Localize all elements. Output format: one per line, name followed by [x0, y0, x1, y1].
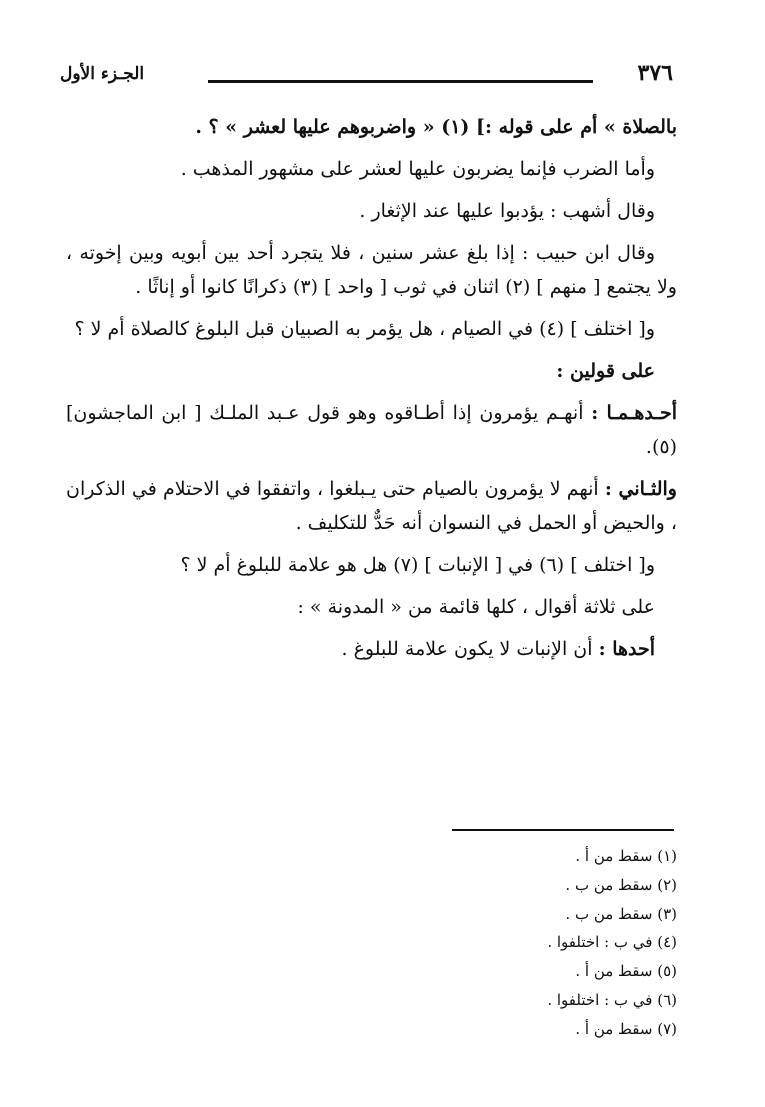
footnotes [377, 842, 677, 1044]
part-title: الجـزء الأول [60, 64, 145, 84]
paragraph-7-text: أنهـم يؤمرون إذا أطـاقوه وهو قول عـبد الملـك [ ابن الماجشون](٥). [66, 402, 677, 458]
footnote-4: (٤) في ب : اختلفوا . [547, 933, 677, 952]
header-rule [208, 80, 593, 83]
paragraph-10: على ثلاثة أقوال ، كلها قائمة من « المدونة » : [297, 596, 655, 618]
paragraph-11-lead: أحدها : [598, 638, 655, 660]
footnote-5: (٥) سقط من أ . [575, 962, 677, 981]
page-header [60, 60, 705, 96]
footnote-3: (٣) سقط من ب . [565, 904, 677, 923]
paragraph-8-text: أنهم لا يؤمرون بالصيام حتى يـبلغوا ، واتفقوا في الاحتلام في الذكران ، والحيض أو الحمل في النسوان أنه حَدٌّ للتكليف . [66, 478, 677, 534]
paragraph-7 [66, 396, 677, 464]
paragraph-11-text: أن الإنبات لا يكون علامة للبلوغ . [341, 638, 593, 660]
footnote-1: (١) سقط من أ . [575, 847, 677, 865]
paragraph-4: وقال ابن حبيب : إذا بلغ عشر سنين ، فلا يتجرد أحد بين أبويه وبين إخوته ، ولا يجتمع [ منهم ] (٢) اثنان في ثوب [ واحد ] (٣) ذكرانًا كانوا أو إناثًا . [66, 242, 677, 298]
footnote-rule [452, 829, 674, 831]
footnote-6: (٦) في ب : اختلفوا . [547, 990, 677, 1009]
paragraph-1: بالصلاة » أم على قوله :] (١) « واضربوهم عليها لعشر » ؟ . [195, 116, 677, 138]
footnote-2: (٢) سقط من ب . [565, 875, 677, 894]
paragraph-3: وقال أشهب : يؤدبوا عليها عند الإثغار . [359, 200, 655, 222]
paragraph-6: على قولين : [556, 360, 655, 382]
paragraph-5: و[ اختلف ] (٤) في الصيام ، هل يؤمر به الصبيان قبل البلوغ كالصلاة أم لا ؟ [74, 318, 655, 340]
paragraph-2: وأما الضرب فإنما يضربون عليها لعشر على مشهور المذهب . [180, 158, 655, 180]
main-text [66, 110, 677, 674]
page-number: ٣٧٦ [637, 60, 673, 86]
paragraph-7-lead: أحـدهـمـا : [591, 402, 678, 424]
paragraph-8 [66, 472, 677, 540]
paragraph-8-lead: والثـاني : [604, 478, 677, 500]
paragraph-11 [66, 632, 677, 666]
paragraph-9: و[ اختلف ] (٦) في [ الإنبات ] (٧) هل هو علامة للبلوغ أم لا ؟ [180, 554, 655, 576]
footnote-7: (٧) سقط من أ . [575, 1019, 677, 1038]
